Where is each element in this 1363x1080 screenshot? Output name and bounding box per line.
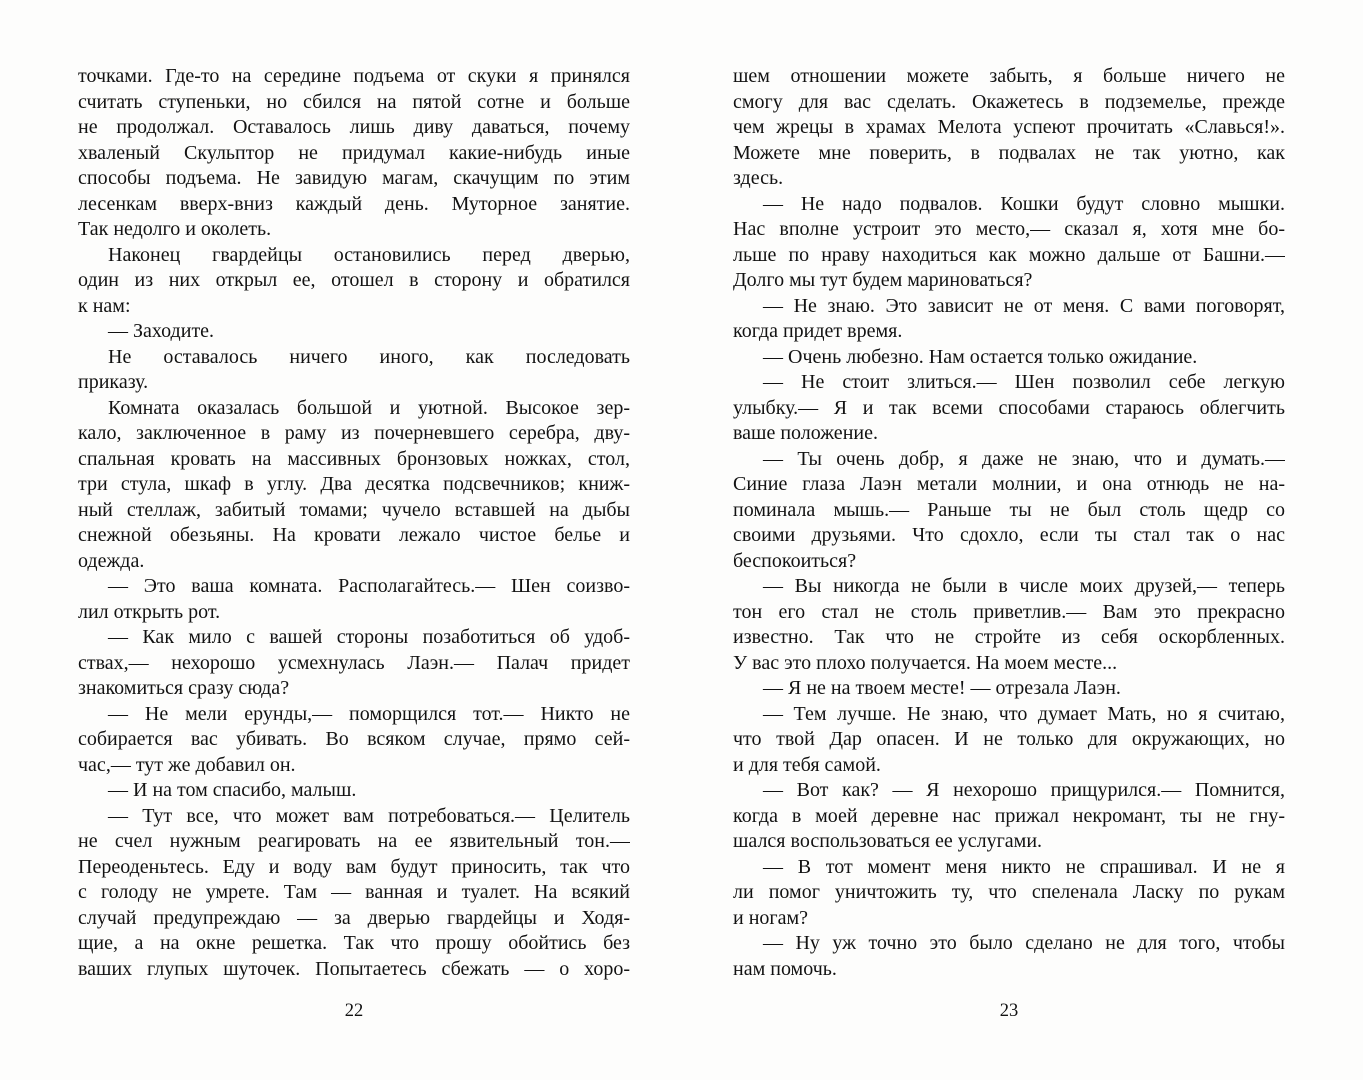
text-line: Комната оказалась большой и уютной. Высокое зер- [108,396,630,419]
text-line: лил открыть рот. [78,600,221,623]
text-line: — Не мели ерунды,— поморщился тот.— Никто не [108,702,630,725]
paragraph [733,192,1285,294]
paragraph [733,447,1285,575]
paragraph [78,702,630,779]
paragraph [733,294,1285,345]
text-line: — Заходите. [108,320,215,342]
text-line: ствах,— нехорошо усмехнулась Лаэн.— Палач придет [78,651,630,674]
text-line: — Вот как? — Я нехорошо прищурился.— Помнится, [763,779,1285,801]
text-line: — Вы никогда не были в числе моих друзей,— теперь [763,575,1285,597]
text-line: способы подъема. Не завидую магам, скачущим по этим [78,167,630,189]
paragraph [733,64,1285,192]
text-line: известно. Так что не стройте из себя оскорбленных. [733,626,1285,648]
text-line: своими друзьями. Что сдохло, если ты стал так о нас [733,524,1285,546]
text-line: кало, заключенное в раму из почерневшего серебра, дву- [78,422,630,444]
text-line: — Не надо подвалов. Кошки будут словно мышки. [763,192,1285,215]
text-line: случай предупреждаю — за дверью гвардейцы и Ходя- [78,906,630,929]
text-line: щие, а на окне решетка. Так что прошу обойтись без [78,932,630,954]
page-right-number: 23 [999,1001,1019,1021]
text-line: лесенкам вверх-вниз каждый день. Муторное занятие. [78,192,630,215]
text-line: — Я не на твоем месте! — отрезала Лаэн. [763,677,1121,699]
text-line: Не оставалось ничего иного, как последовать [108,345,630,368]
text-line: что твой Дар опасен. И не только для окружающих, но [733,728,1285,750]
page-left-text [78,64,630,982]
text-line: льше по нраву находиться как можно дальше от Башни.— [733,243,1285,266]
text-line: и ногам? [733,906,809,929]
paragraph [733,702,1285,779]
text-line: к нам: [78,294,131,317]
paragraph [78,243,630,320]
text-line: смогу для вас сделать. Окажетесь в подземелье, прежде [733,90,1285,113]
text-line: Долго мы тут будем мариноваться? [733,269,1033,291]
text-line: ли помог уничтожить ту, что спеленала Ласку по рукам [733,881,1285,903]
text-line: когда придет время. [733,320,903,342]
text-line: час,— тут же добавил он. [78,753,296,776]
text-line: — Как мило с вашей стороны позаботиться об удоб- [108,626,630,648]
text-line: Синие глаза Лаэн метали молнии, и она отнюдь не на- [733,473,1285,495]
text-line: — Не знаю. Это зависит не от меня. С вами поговорят, [763,294,1285,317]
text-line: — Ну уж точно это было сделано не для того, чтобы [763,932,1285,954]
text-line: улыбку.— Я и так всеми способами стараюсь облегчить [733,396,1285,419]
paragraph [78,396,630,575]
text-line: три стула, шкаф в углу. Два десятка подсвечников; книж- [78,473,630,495]
text-line: приказу. [78,371,149,393]
page-left-number: 22 [344,1001,364,1021]
paragraph [78,345,630,396]
text-line: — Ты очень добр, я даже не знаю, что и думать.— [763,447,1285,470]
paragraph [78,319,630,345]
text-line: не продолжал. Оставалось лишь диву даваться, почему [78,116,630,138]
text-line: — Не стоит злиться.— Шен позволил себе легкую [763,371,1285,393]
paragraph [78,625,630,702]
text-line: ваших глупых шуточек. Попытаетесь сбежать — о хоро- [78,957,630,980]
text-line: Можете мне поверить, в подвалах не так уютно, как [733,141,1285,164]
text-line: спальная кровать на массивных бронзовых ножках, стол, [78,447,630,470]
page-right-text [733,64,1285,982]
text-line: чем жрецы в храмах Мелота успеют прочитать «Славься!». [733,116,1285,138]
text-line: — Тут все, что может вам потребоваться.— Целитель [108,804,630,827]
paragraph [733,778,1285,855]
paragraph [78,574,630,625]
text-line: шался воспользоваться ее услугами. [733,830,1043,852]
text-line: ный стеллаж, забитый томами; чучело вставшей на дыбы [78,498,630,521]
text-line: когда в моей деревне нас прижал некромант, ты не гну- [733,804,1285,827]
text-line: — Тем лучше. Не знаю, что думает Мать, но я считаю, [763,702,1285,725]
paragraph [78,804,630,983]
text-line: хваленый Скульптор не придумал какие-нибудь иные [78,141,630,164]
paragraph [733,370,1285,447]
text-line: шем отношении можете забыть, я больше ничего не [733,65,1285,87]
text-line: одежда. [78,549,145,572]
paragraph [78,778,630,804]
text-line: У вас это плохо получается. На моем месте... [733,651,1118,674]
paragraph [78,64,630,243]
paragraph [733,931,1285,982]
text-line: Переоденьтесь. Еду и воду вам будут приносить, так что [78,855,630,878]
paragraph [733,855,1285,932]
text-line: тон его стал не столь приветлив.— Вам это прекрасно [733,600,1285,623]
text-line: — В тот момент меня никто не спрашивал. И не я [763,855,1285,878]
text-line: — Очень любезно. Нам остается только ожидание. [763,345,1198,368]
text-line: снежной обезьяны. На кровати лежало чистое белье и [78,524,630,546]
text-line: — Это ваша комната. Располагайтесь.— Шен соизво- [108,575,630,597]
text-line: считать ступеньки, но сбился на пятой сотне и больше [78,90,630,113]
paragraph [733,574,1285,676]
paragraph [733,676,1285,702]
text-line: — И на том спасибо, малыш. [108,779,357,801]
text-line: ваше положение. [733,422,878,444]
text-line: нам помочь. [733,957,837,980]
text-line: беспокоиться? [733,549,857,572]
text-line: собирается вас убивать. Во всяком случае, прямо сей- [78,728,630,750]
text-line: один из них открыл ее, отошел в сторону и обратился [78,269,630,291]
text-line: знакомиться сразу сюда? [78,677,290,699]
text-line: Наконец гвардейцы остановились перед дверью, [108,243,630,266]
text-line: с голоду не умрете. Там — ванная и туалет. На всякий [78,881,630,903]
text-line: поминала мышь.— Раньше ты не был столь щедр со [733,498,1285,521]
text-line: не счел нужным реагировать на ее язвительный тон.— [78,830,630,852]
text-line: Так недолго и околеть. [78,218,272,240]
text-line: Нас вполне устроит это место,— сказал я, хотя мне бо- [733,218,1285,240]
text-line: здесь. [733,167,784,189]
paragraph [733,345,1285,371]
text-line: точками. Где-то на середине подъема от скуки я принялся [78,65,630,87]
text-line: и для тебя самой. [733,753,881,776]
